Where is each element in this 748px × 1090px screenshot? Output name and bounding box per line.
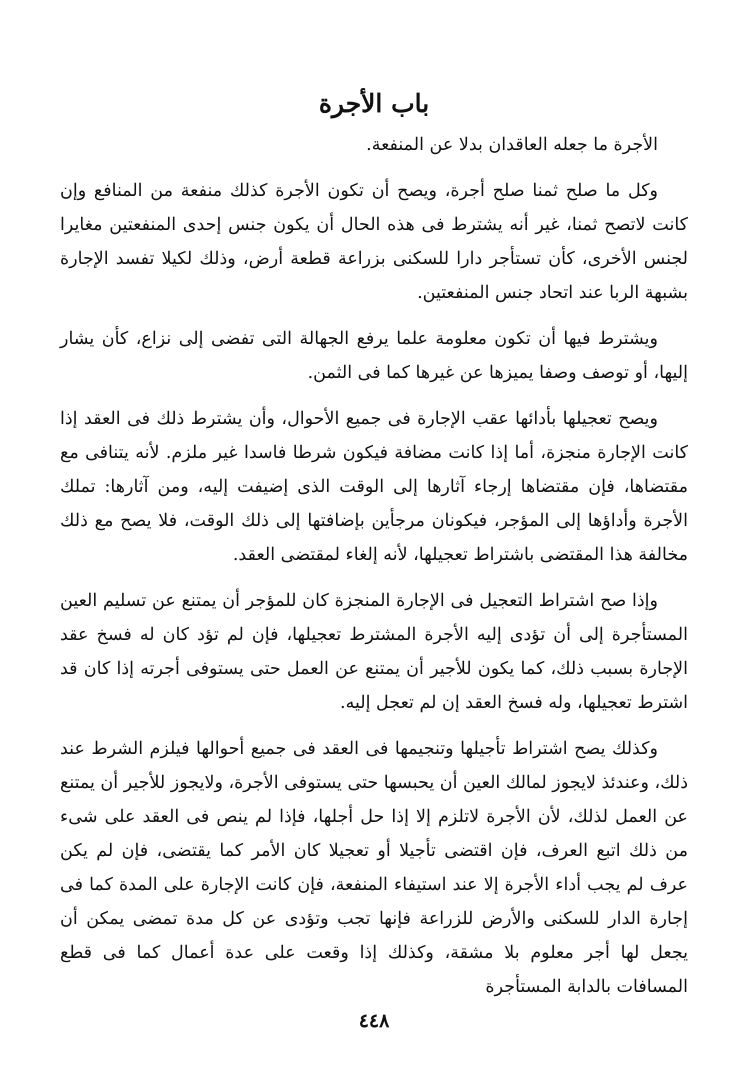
page-number: ٤٤٨ — [358, 1010, 390, 1032]
paragraph-5: وإذا صح اشتراط التعجيل فى الإجارة المنجزة كان للمؤجر أن يمتنع عن تسليم العين المستأجرة إلى أن تؤدى إليه الأجرة المشترط تعجيلها، فإن لم تؤد كان له فسخ عقد الإجارة بسبب ذلك، كما يكون للأجير أن يمتنع عن العمل حتى يستوفى أجرته إذا كان قد اشترط تعجيلها، وله فسخ العقد إن لم تعجل إليه. — [60, 591, 688, 713]
body-text — [60, 128, 688, 1004]
paragraph-4: ويصح تعجيلها بأدائها عقب الإجارة فى جميع الأحوال، وأن يشترط ذلك فى العقد إذا كانت الإجارة منجزة، أما إذا كانت مضافة فيكون شرطا فاسدا غير ملزم. لأنه يتنافى مع مقتضاها، فإن مقتضاها إرجاء آثارها إلى الوقت الذى إضيفت إليه، ومن آثارها: تملك الأجرة وأداؤها إلى المؤجر، فيكونان مرجأين بإضافتها إلى ذلك الوقت، فلا يصح مع ذلك مخالفة هذا المقتضى باشتراط تعجيلها، لأنه إلغاء لمقتضى العقد. — [60, 409, 688, 565]
paragraph-3: ويشترط فيها أن تكون معلومة علما يرفع الجهالة التى تفضى إلى نزاع، كأن يشار إليها، أو توصف وصفا يميزها عن غيرها كما فى الثمن. — [60, 329, 688, 383]
paragraph-6: وكذلك يصح اشتراط تأجيلها وتنجيمها فى العقد فى جميع أحوالها فيلزم الشرط عند ذلك، وعندئذ لايجوز لمالك العين أن يحبسها حتى يستوفى الأجرة، ولايجوز للأجير أن يمتنع عن العمل لذلك، لأن الأجرة لاتلزم إلا إذا حل أجلها، فإذا لم ينص فى العقد على شىء من ذلك اتبع العرف، فإن اقتضى تأجيلا أو تعجيلا كان الأمر كما يقتضى، فإن لم يكن عرف لم يجب أداء الأجرة إلا عند استيفاء المنفعة، فإن كانت الإجارة على المدة كما فى إجارة الدار للسكنى والأرض للزراعة فإنها تجب وتؤدى عن كل مدة تمضى يمكن أن يجعل لها أجر معلوم بلا مشقة، وكذلك إذا وقعت على عدة أعمال كما فى قطع المسافات بالدابة المستأجرة — [60, 739, 688, 997]
chapter-title: باب الأجرة — [318, 89, 430, 118]
paragraph-1: الأجرة ما جعله العاقدان بدلا عن المنفعة. — [366, 135, 658, 155]
paragraph-2: وكل ما صلح ثمنا صلح أجرة، ويصح أن تكون الأجرة كذلك منفعة من المنافع وإن كانت لاتصح ثمنا، غير أنه يشترط فى هذه الحال أن يكون جنس إحدى المنفعتين مغايرا لجنس الأخرى، كأن تستأجر دارا للسكنى بزراعة قطعة أرض، وذلك لكيلا تفسد الإجارة بشبهة الربا عند اتحاد جنس المنفعتين. — [60, 181, 688, 303]
